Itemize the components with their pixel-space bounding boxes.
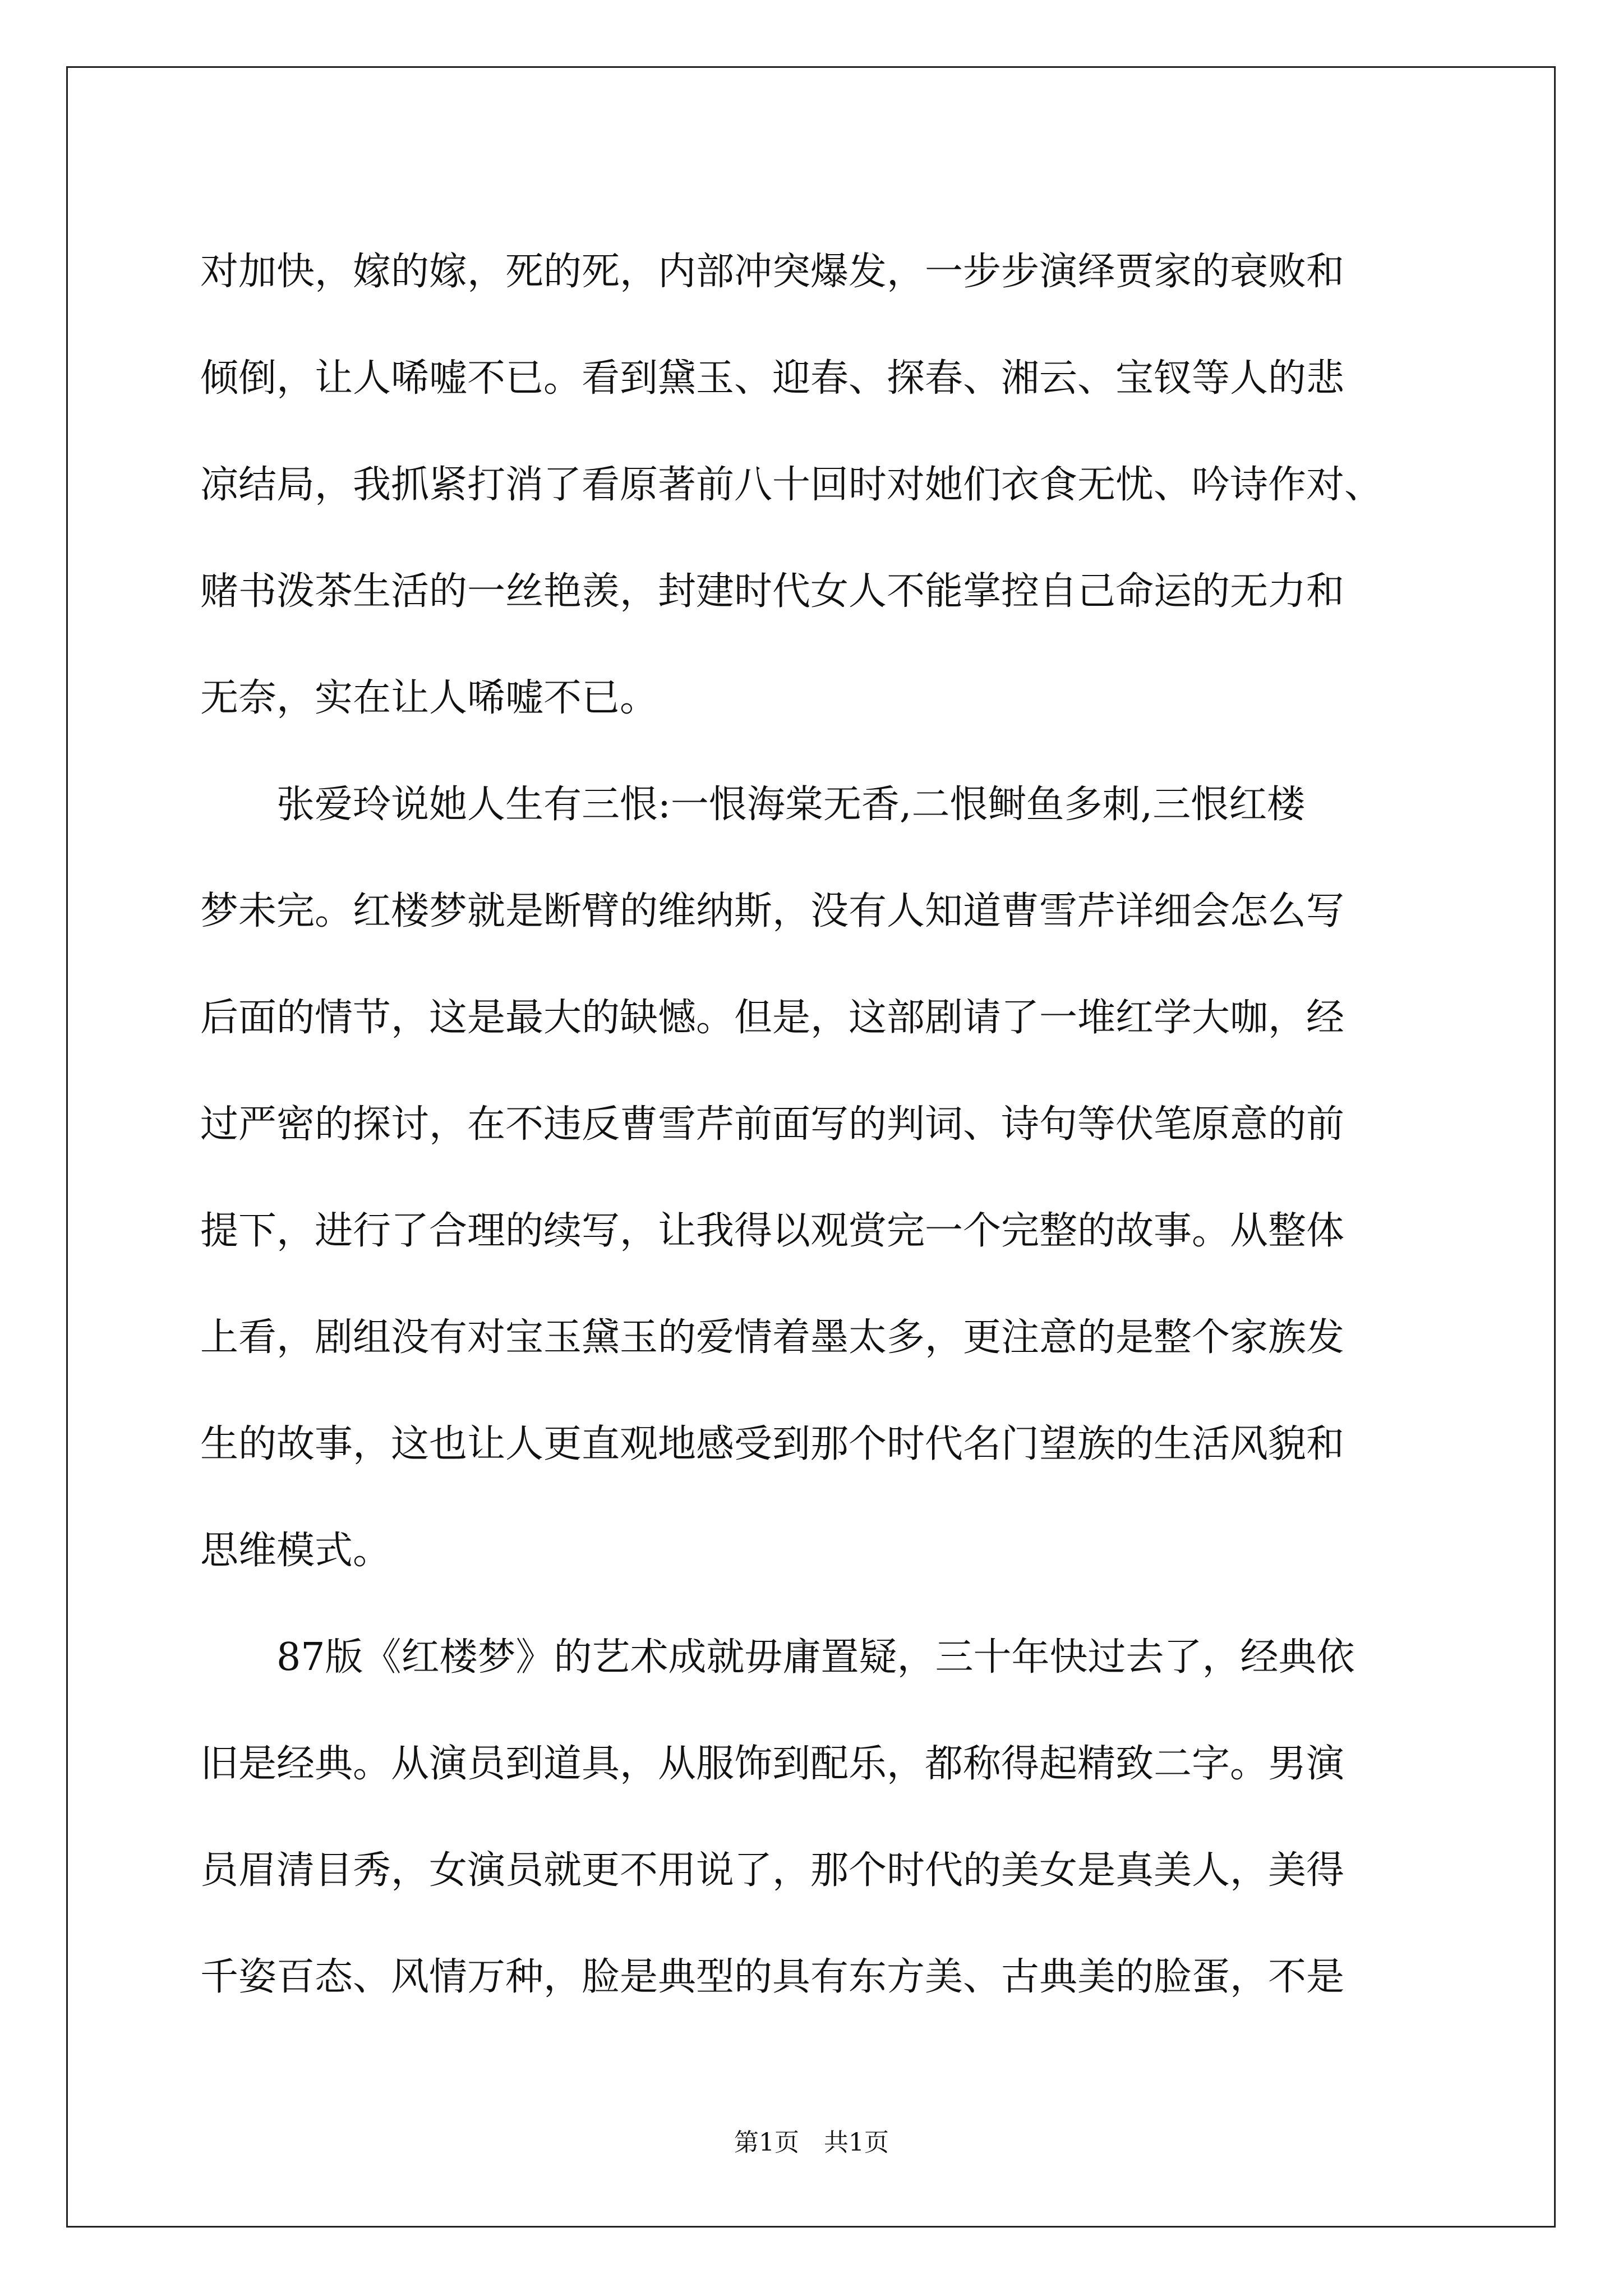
text-line: 旧是经典。从演员到道具，从服饰到配乐，都称得起精致二字。男演 bbox=[200, 1742, 1345, 1786]
text-line: 后面的情节，这是最大的缺憾。但是，这部剧请了一堆红学大咖，经 bbox=[200, 996, 1345, 1040]
paragraph-1 bbox=[200, 219, 1434, 752]
text-line: 凉结局，我抓紧打消了看原著前八十回时对她们衣食无忧、吟诗作对、 bbox=[200, 463, 1383, 507]
text-line: 生的故事，这也让人更直观地感受到那个时代名门望族的生活风貌和 bbox=[200, 1422, 1345, 1466]
text-line: 上看，剧组没有对宝玉黛玉的爱情着墨太多，更注意的是整个家族发 bbox=[200, 1315, 1345, 1360]
text-line: 张爱玲说她人生有三恨:一恨海棠无香,二恨鲥鱼多刺,三恨红楼 bbox=[200, 783, 1306, 827]
text-line: 千姿百态、风情万种，脸是典型的具有东方美、古典美的脸蛋，不是 bbox=[200, 1955, 1345, 1999]
text-line: 思维模式。 bbox=[200, 1529, 391, 1573]
page-footer: 第1页 共1页 bbox=[734, 2128, 889, 2157]
text-line: 梦未完。红楼梦就是断臂的维纳斯，没有人知道曹雪芹详细会怎么写 bbox=[200, 889, 1345, 933]
text-line: 87版《红楼梦》的艺术成就毋庸置疑，三十年快过去了，经典依 bbox=[200, 1635, 1355, 1680]
text-line: 赌书泼茶生活的一丝艳羡，封建时代女人不能掌控自己命运的无力和 bbox=[200, 569, 1345, 614]
text-line: 倾倒，让人唏嘘不已。看到黛玉、迎春、探春、湘云、宝钗等人的悲 bbox=[200, 356, 1345, 401]
text-line: 提下，进行了合理的续写，让我得以观赏完一个完整的故事。从整体 bbox=[200, 1209, 1345, 1253]
text-line: 员眉清目秀，女演员就更不用说了，那个时代的美女是真美人，美得 bbox=[200, 1848, 1345, 1893]
text-line: 无奈，实在让人唏嘘不已。 bbox=[200, 676, 658, 720]
paragraph-2 bbox=[200, 752, 1434, 1604]
text-line: 对加快，嫁的嫁，死的死，内部冲突爆发，一步步演绎贾家的衰败和 bbox=[200, 250, 1345, 294]
document-body bbox=[200, 219, 1434, 2031]
text-line: 过严密的探讨，在不违反曹雪芹前面写的判词、诗句等伏笔原意的前 bbox=[200, 1102, 1345, 1147]
paragraph-3 bbox=[200, 1604, 1434, 2031]
